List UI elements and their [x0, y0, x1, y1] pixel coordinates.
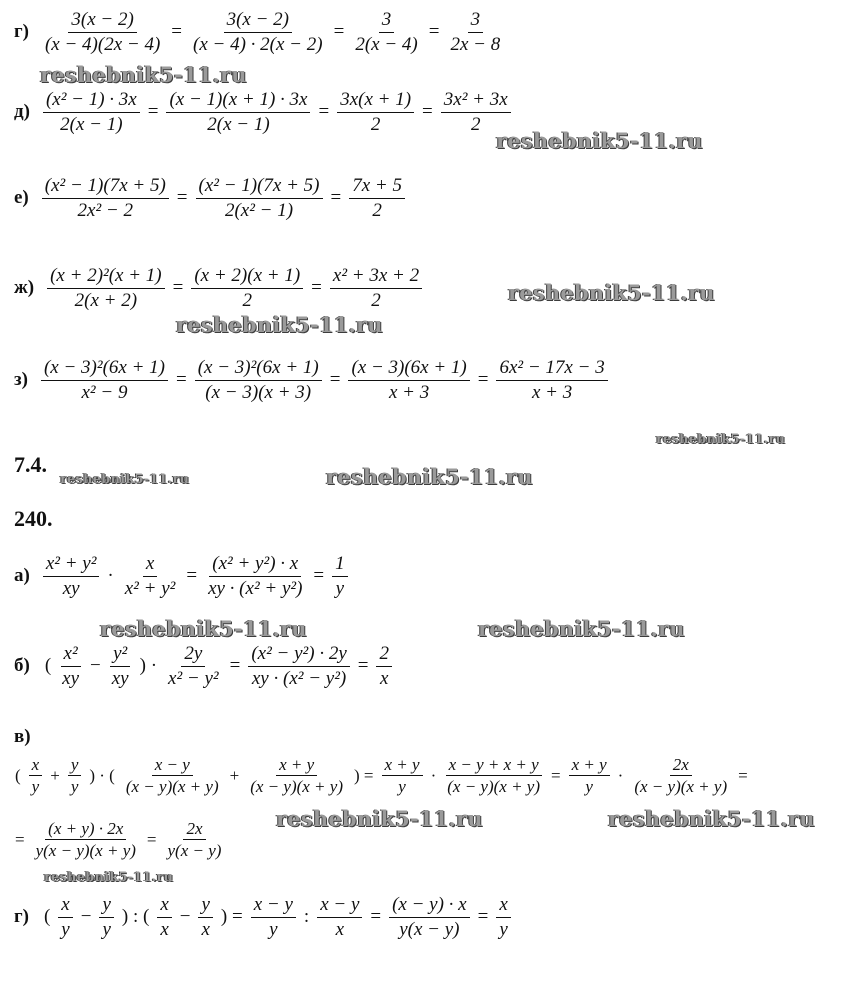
- denominator: (x − y)(x + y): [634, 777, 728, 797]
- operator: (: [44, 655, 52, 677]
- numerator: 2: [376, 642, 392, 667]
- fraction: [68, 754, 82, 798]
- numerator: (x + 2)²(x + 1): [47, 264, 165, 289]
- watermark: reshebnik5-11.ru: [496, 128, 703, 153]
- solution-a: [14, 552, 351, 601]
- denominator: 2: [371, 289, 381, 311]
- watermark: reshebnik5-11.ru: [60, 472, 190, 487]
- section-7-4: 7.4.: [14, 452, 47, 477]
- fraction: [569, 754, 610, 798]
- operator: =: [311, 277, 322, 299]
- denominator: x: [380, 667, 389, 689]
- numerator: 3x² + 3x: [441, 88, 511, 113]
- operator: =: [186, 565, 198, 587]
- operator: (: [15, 765, 21, 785]
- denominator: x² − y²: [168, 667, 219, 689]
- fraction: [190, 8, 326, 57]
- numerator: 2x: [670, 754, 692, 776]
- fraction: [251, 893, 296, 942]
- denominator: x + 3: [388, 381, 430, 403]
- operator: =: [15, 829, 25, 849]
- fraction: [389, 893, 470, 942]
- fraction: [47, 264, 165, 313]
- item-label: г): [14, 21, 29, 43]
- denominator: 2x² − 2: [77, 199, 133, 221]
- solution-b: [14, 642, 395, 691]
- denominator: x + 3: [531, 381, 573, 403]
- numerator: (x + y) · 2x: [45, 818, 126, 840]
- operator: =: [330, 187, 342, 209]
- fraction: [157, 893, 171, 942]
- numerator: (x² − y²) · 2y: [248, 642, 349, 667]
- denominator: (x − 4) · 2(x − 2): [193, 33, 323, 55]
- denominator: xy: [62, 667, 80, 689]
- numerator: x: [157, 893, 171, 918]
- fraction: [43, 88, 140, 137]
- operator: ) =: [220, 906, 243, 928]
- operator: =: [551, 765, 561, 785]
- numerator: 3: [379, 8, 395, 33]
- denominator: y(x − y): [167, 841, 222, 861]
- numerator: x: [58, 893, 72, 918]
- fraction: [348, 356, 469, 405]
- numerator: 6x² − 17x − 3: [496, 356, 607, 381]
- operator: =: [176, 187, 188, 209]
- operator: =: [477, 369, 489, 391]
- numerator: (x + 2)(x + 1): [191, 264, 303, 289]
- denominator: x² + y²: [124, 577, 176, 599]
- operator: −: [80, 906, 92, 928]
- fraction: [247, 754, 346, 798]
- numerator: (x² − 1) · 3x: [43, 88, 140, 113]
- fraction: [631, 754, 730, 798]
- watermark: reshebnik5-11.ru: [44, 870, 174, 885]
- fraction: [122, 552, 179, 601]
- watermark: reshebnik5-11.ru: [656, 432, 786, 447]
- item-label: з): [14, 369, 28, 391]
- fraction: [198, 893, 212, 942]
- denominator: (x − y)(x + y): [250, 777, 343, 797]
- numerator: x − y: [152, 754, 193, 776]
- numerator: x: [143, 552, 157, 577]
- watermark: reshebnik5-11.ru: [276, 806, 483, 831]
- denominator: 2(x + 2): [74, 289, 138, 311]
- fraction: [29, 754, 43, 798]
- fraction: [42, 8, 163, 57]
- numerator: x + y: [276, 754, 317, 776]
- item-label: в): [14, 726, 31, 747]
- denominator: (x − 4)(2x − 4): [44, 33, 161, 55]
- fraction: [42, 174, 169, 223]
- watermark: reshebnik5-11.ru: [608, 806, 815, 831]
- fraction: [444, 754, 543, 798]
- operator: =: [175, 369, 187, 391]
- numerator: (x² − 1)(7x + 5): [196, 174, 323, 199]
- operator: =: [171, 21, 183, 43]
- operator: =: [229, 655, 241, 677]
- numerator: x − y + x + y: [446, 754, 542, 776]
- fraction: [330, 264, 422, 313]
- solution-d: [14, 88, 514, 137]
- operator: =: [477, 906, 489, 928]
- denominator: (x − y)(x + y): [125, 777, 219, 797]
- fraction: [205, 552, 305, 601]
- denominator: y: [585, 777, 593, 797]
- watermark: reshebnik5-11.ru: [326, 464, 533, 489]
- solution-g: [14, 8, 506, 57]
- denominator: 2(x − 4): [355, 33, 418, 55]
- numerator: y: [68, 754, 82, 776]
- numerator: (x − y) · x: [389, 893, 470, 918]
- watermark: reshebnik5-11.ru: [40, 62, 247, 87]
- operator: −: [179, 906, 191, 928]
- denominator: x² − 9: [81, 381, 128, 403]
- numerator: y: [99, 893, 113, 918]
- fraction: [165, 818, 225, 862]
- numerator: x − y: [251, 893, 296, 918]
- denominator: (x − y)(x + y): [447, 777, 541, 797]
- fraction: [191, 264, 303, 313]
- solution-z: [14, 356, 611, 405]
- solution-v: [14, 726, 41, 748]
- denominator: 2x − 8: [450, 33, 501, 55]
- numerator: (x² + y²) · x: [209, 552, 301, 577]
- watermark: reshebnik5-11.ru: [176, 312, 383, 337]
- fraction: [43, 552, 100, 601]
- numerator: (x − 3)²(6x + 1): [195, 356, 322, 381]
- operator: =: [172, 277, 184, 299]
- watermark: reshebnik5-11.ru: [478, 616, 685, 641]
- fraction: [332, 552, 348, 601]
- watermark: reshebnik5-11.ru: [100, 616, 307, 641]
- denominator: y: [70, 777, 79, 797]
- fraction: [58, 893, 72, 942]
- numerator: x² + y²: [43, 552, 100, 577]
- operator: ·: [617, 765, 624, 785]
- fraction: [166, 88, 310, 137]
- denominator: 2(x² − 1): [224, 199, 294, 221]
- fraction: [447, 8, 503, 57]
- numerator: 7x + 5: [349, 174, 405, 199]
- denominator: y: [31, 777, 40, 797]
- denominator: xy: [62, 577, 80, 599]
- operator: ·: [107, 565, 114, 587]
- numerator: 3: [468, 8, 484, 33]
- denominator: xy: [111, 667, 129, 689]
- denominator: y: [499, 918, 508, 940]
- fraction: [99, 893, 113, 942]
- operator: +: [50, 765, 60, 785]
- item-label: г): [14, 906, 29, 928]
- solution-e: [14, 174, 408, 223]
- denominator: y: [102, 918, 111, 940]
- denominator: x: [201, 918, 210, 940]
- denominator: x: [160, 918, 169, 940]
- numerator: 2y: [181, 642, 205, 667]
- fraction: [123, 754, 222, 798]
- fraction: [337, 88, 414, 137]
- solution-v-line1: [10, 754, 753, 798]
- denominator: 2: [470, 113, 481, 135]
- fraction: [196, 174, 323, 223]
- item-label: б): [14, 655, 30, 677]
- denominator: 2: [372, 199, 382, 221]
- item-label: ж): [14, 277, 35, 299]
- operator: =: [738, 765, 748, 785]
- numerator: 3(x − 2): [68, 8, 136, 33]
- fraction: [59, 642, 82, 691]
- operator: ) : (: [121, 906, 150, 928]
- denominator: y: [269, 918, 278, 940]
- operator: =: [370, 906, 382, 928]
- fraction: [41, 356, 168, 405]
- numerator: x²: [61, 642, 81, 667]
- fraction: [165, 642, 222, 691]
- numerator: y²: [110, 642, 130, 667]
- solution-g2: [14, 893, 514, 942]
- item-label: а): [14, 565, 30, 587]
- numerator: 3(x − 2): [224, 8, 292, 33]
- denominator: xy · (x² + y²): [208, 577, 303, 599]
- operator: =: [422, 101, 433, 123]
- denominator: 2: [370, 113, 381, 135]
- numerator: x: [29, 754, 43, 776]
- operator: ) ·: [139, 655, 158, 677]
- operator: ) =: [354, 765, 374, 785]
- fraction: [496, 893, 510, 942]
- numerator: (x − 3)²(6x + 1): [41, 356, 168, 381]
- numerator: 1: [332, 552, 348, 577]
- numerator: x + y: [382, 754, 423, 776]
- numerator: x − y: [317, 893, 362, 918]
- operator: ·: [430, 765, 437, 785]
- denominator: y: [398, 777, 406, 797]
- fraction: [376, 642, 392, 691]
- denominator: y: [61, 918, 70, 940]
- numerator: x + y: [569, 754, 610, 776]
- operator: =: [313, 565, 325, 587]
- solution-v-line2: [10, 818, 227, 862]
- denominator: xy · (x² − y²): [251, 667, 347, 689]
- denominator: 2: [242, 289, 252, 311]
- fraction: [195, 356, 322, 405]
- operator: =: [333, 21, 345, 43]
- denominator: y(x − y): [399, 918, 460, 940]
- fraction: [33, 818, 139, 862]
- fraction: [109, 642, 132, 691]
- denominator: x: [335, 918, 344, 940]
- fraction: [352, 8, 420, 57]
- operator: =: [428, 21, 440, 43]
- fraction: [248, 642, 349, 691]
- operator: ) · (: [89, 765, 115, 785]
- item-label: е): [14, 187, 29, 209]
- fraction: [349, 174, 405, 223]
- operator: :: [303, 906, 310, 928]
- operator: +: [229, 765, 240, 785]
- denominator: y: [335, 577, 345, 599]
- denominator: 2(x − 1): [60, 113, 123, 135]
- numerator: 2x: [183, 818, 205, 840]
- fraction: [496, 356, 607, 405]
- operator: =: [147, 101, 159, 123]
- solution-zh: [14, 264, 425, 313]
- operator: =: [318, 101, 330, 123]
- numerator: (x − 1)(x + 1) · 3x: [166, 88, 310, 113]
- watermark: reshebnik5-11.ru: [508, 280, 715, 305]
- operator: =: [329, 369, 341, 391]
- numerator: x: [496, 893, 510, 918]
- numerator: 3x(x + 1): [337, 88, 414, 113]
- operator: =: [357, 655, 369, 677]
- fraction: [382, 754, 423, 798]
- numerator: (x² − 1)(7x + 5): [42, 174, 169, 199]
- denominator: y(x − y)(x + y): [35, 841, 136, 861]
- operator: =: [146, 829, 157, 849]
- numerator: y: [198, 893, 212, 918]
- numerator: (x − 3)(6x + 1): [348, 356, 469, 381]
- operator: −: [90, 655, 101, 677]
- fraction: [317, 893, 362, 942]
- operator: (: [43, 906, 51, 928]
- numerator: x² + 3x + 2: [330, 264, 422, 289]
- denominator: (x − 3)(x + 3): [205, 381, 312, 403]
- section-240: 240.: [14, 506, 53, 531]
- denominator: 2(x − 1): [207, 113, 270, 135]
- item-label: д): [14, 101, 30, 123]
